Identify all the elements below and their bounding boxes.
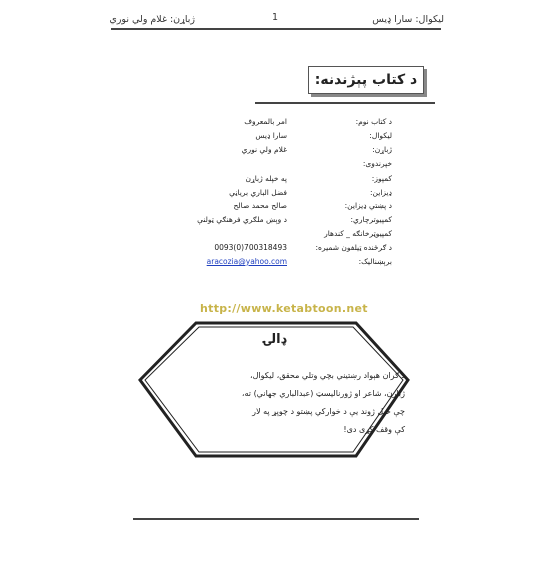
email-link[interactable]: aracozia@yahoo.com: [206, 257, 287, 266]
dedication-line-3: چې خپل ژوند يې د خوارکي پښتو د چوپړ په لار: [252, 407, 405, 416]
label-design: ډيزاين:: [370, 188, 392, 197]
book-info-title: د کتاب پېژندنه:: [308, 66, 424, 94]
value-computer-work: د وېښ ملګري فرهنګي ټولنې: [197, 215, 287, 224]
dedication-line-4: کې وقف کړی دی!: [343, 425, 405, 434]
label-author: ليکوال:: [369, 131, 392, 140]
label-computer-dept: کمپيوټرخانګه _ کندهار: [324, 229, 392, 238]
label-publisher: خپرندوی:: [362, 159, 392, 168]
footer-rule: [133, 518, 419, 520]
value-cover-design: صالح محمد صالح: [233, 201, 287, 210]
website-watermark: http://www.ketabtoon.net: [200, 302, 368, 315]
page-number: 1: [272, 12, 279, 23]
label-compose: کمپوز:: [371, 174, 392, 183]
label-translator: ژباړن:: [372, 145, 392, 154]
value-book-name: امر بالمعروف: [244, 117, 287, 126]
header-author: ليکوال: سارا ډيس: [372, 14, 444, 25]
label-phone: د ګرځنده ټيلفون شميره:: [315, 243, 392, 252]
value-translator: غلام ولي نوري: [241, 145, 287, 154]
label-book-name: د کتاب نوم:: [355, 117, 392, 126]
dedication-title: ډالۍ: [263, 332, 287, 347]
value-compose: په خپله ژباړن: [245, 174, 287, 183]
dedication-line-2: ژباړن، شاعر او ژورناليسټ (عبدالباري جهاني) ته،: [241, 389, 405, 398]
label-cover-design: د پښتي ډيزاين:: [344, 201, 392, 210]
value-author: سارا ډيس: [255, 131, 287, 140]
value-phone: 0093(0)700318493: [214, 243, 287, 252]
header-translator: ژباړن: غلام ولي نوري: [109, 14, 195, 25]
label-email: برېښناليک:: [358, 257, 392, 266]
value-design: فضل الباري برياڼي: [229, 188, 287, 197]
dedication-line-1: د ګران هېواد رښتيني بچي وتلي محقق، ليکوال،: [250, 371, 405, 380]
label-computer-work: کمپيوترچاري:: [350, 215, 392, 224]
